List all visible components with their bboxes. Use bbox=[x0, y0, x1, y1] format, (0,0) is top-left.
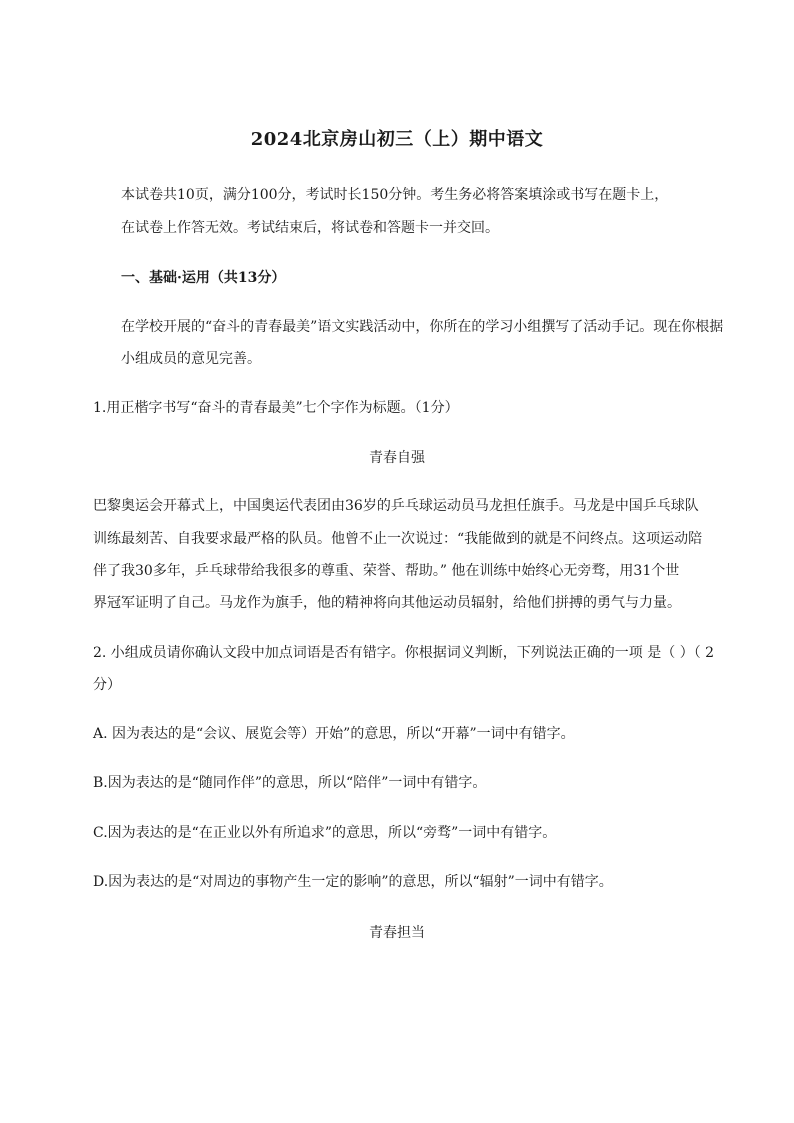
passage-line-4: 界冠军证明了自己。马龙作为旗手，他的精神将向其他运动员辐射，给他们拼搏的勇气与力量。 bbox=[93, 595, 681, 611]
intro-line-1: 在学校开展的“奋斗的青春最美”语文实践活动中，你所在的学习小组撰写了活动手记。现在你根据 bbox=[121, 319, 724, 335]
option-c: C.因为表达的是“在正业以外有所追求”的意思，所以“旁骛”一词中有错字。 bbox=[93, 825, 557, 841]
subheading-responsibility: 青春担当 bbox=[369, 925, 425, 941]
passage-line-1: 巴黎奥运会开幕式上，中国奥运代表团由36岁的乒乓球运动员马龙担任旗手。马龙是中国乒乓球队 bbox=[93, 498, 699, 514]
option-a: A. 因为表达的是“会议、展览会等）开始”的意思，所以“开幕”一词中有错字。 bbox=[93, 726, 575, 742]
passage-line-3: 伴了我30多年，乒乓球带给我很多的尊重、荣誉、帮助。” 他在训练中始终心无旁骛，用31个世 bbox=[93, 563, 680, 579]
section-heading: 一、基础·运用（共13分） bbox=[121, 270, 286, 286]
instructions-line-1: 本试卷共10页，满分100分，考试时长150分钟。考生务必将答案填涂或书写在题卡上， bbox=[121, 187, 669, 203]
question-2-line-1: 2. 小组成员请你确认文段中加点词语是否有错字。你根据词义判断，下列说法正确的一项 是（ ）（ 2 bbox=[93, 645, 715, 661]
option-b: B.因为表达的是“随同作伴”的意思，所以“陪伴”一词中有错字。 bbox=[93, 775, 487, 791]
instructions-line-2: 在试卷上作答无效。考试结束后，将试卷和答题卡一并交回。 bbox=[121, 220, 499, 236]
question-2-line-2: 分） bbox=[93, 677, 121, 693]
intro-line-2: 小组成员的意见完善。 bbox=[121, 351, 261, 367]
option-d: D.因为表达的是“对周边的事物产生一定的影响”的意思，所以“辐射”一词中有错字。 bbox=[93, 874, 613, 890]
page-title: 2024北京房山初三（上）期中语文 bbox=[250, 129, 544, 150]
passage-line-2: 训练最刻苦、自我要求最严格的队员。他曾不止一次说过：“我能做到的就是不问终点。这项运动陪 bbox=[93, 531, 703, 547]
question-1: 1.用正楷字书写“奋斗的青春最美”七个字作为标题。（1分） bbox=[93, 400, 459, 416]
subheading-self-reliance: 青春自强 bbox=[369, 450, 425, 466]
